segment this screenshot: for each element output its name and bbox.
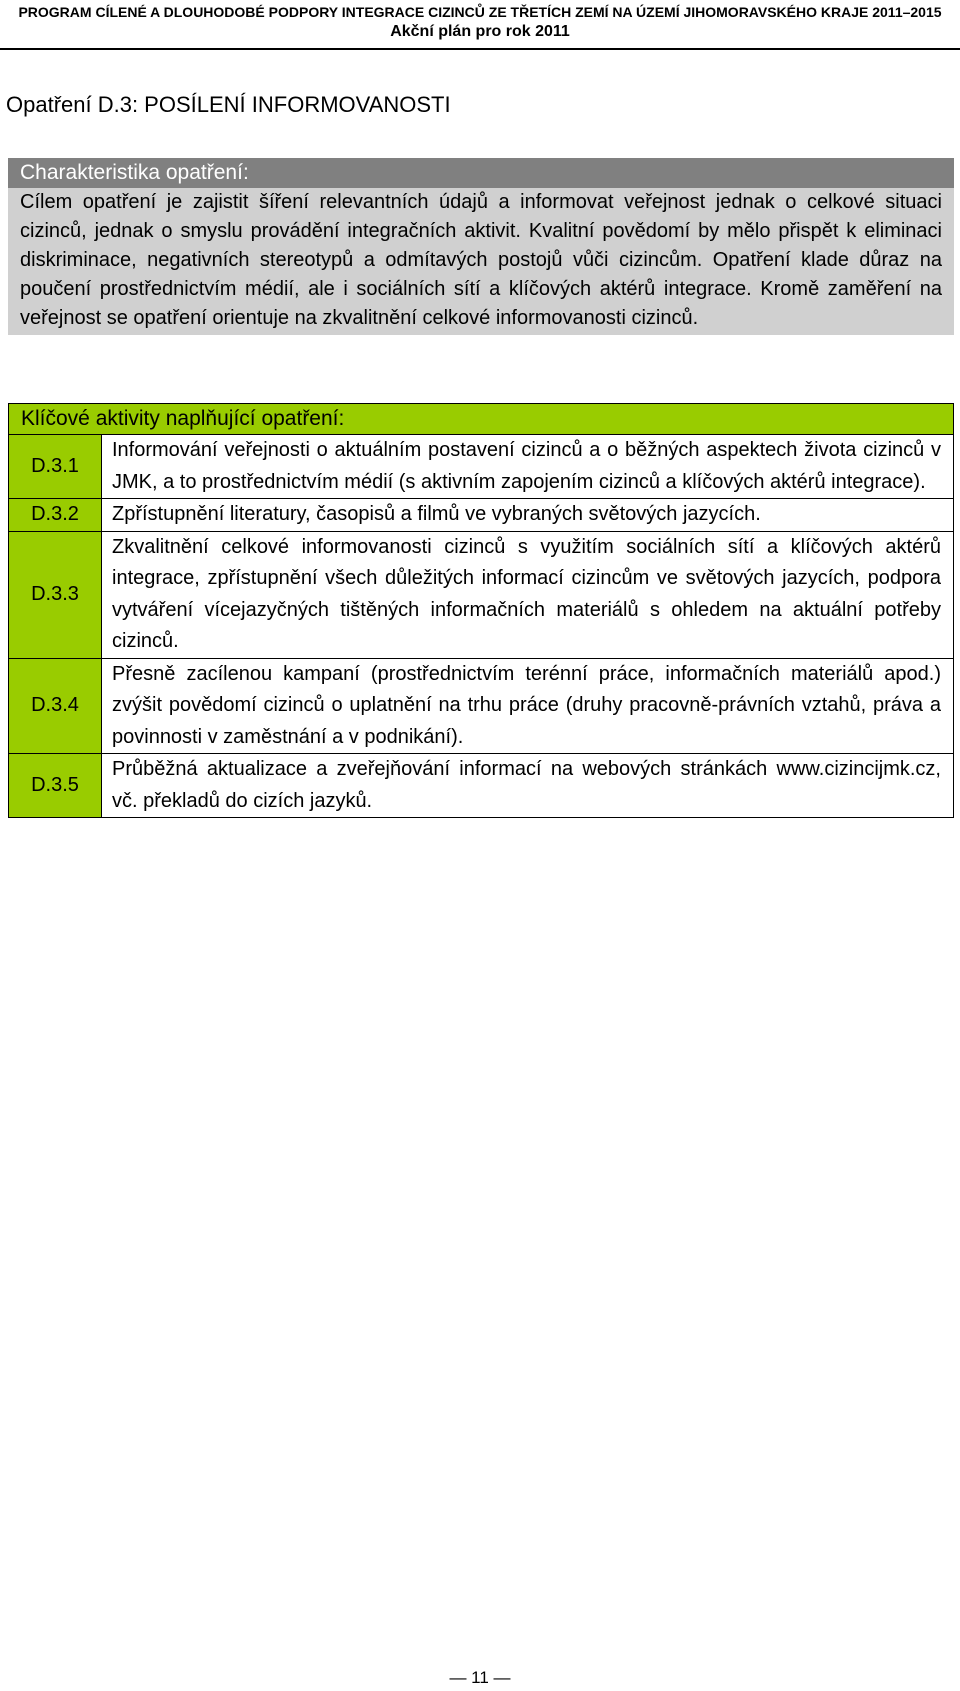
activity-code: D.3.5 — [9, 754, 102, 818]
header-divider — [0, 48, 960, 50]
table-row — [9, 499, 954, 532]
characteristics-text: Cílem opatření je zajistit šíření relevantních údajů a informovat veřejnost jednak o celkové situaci cizinců, jednak o smyslu provádění integračních aktivit. Kvalitní povědomí by mělo přispět k eliminaci diskriminace, negativních stereotypů a odmítavých postojů vůči cizincům. Opatření klade důraz na poučení prostřednictvím médií, ale i sociálních sítí a klíčových aktérů integrace. Kromě zaměření na veřejnost se opatření orientuje na zkvalitnění celkové informovanosti cizinců. — [8, 188, 954, 335]
program-title: PROGRAM CÍLENÉ A DLOUHODOBÉ PODPORY INTEGRACE CIZINCŮ ZE TŘETÍCH ZEMÍ NA ÚZEMÍ JIHOMORAVSKÉHO KRAJE 2011–2015 — [18, 4, 942, 20]
characteristics-heading: Charakteristika opatření: — [8, 158, 954, 188]
activity-description: Průběžná aktualizace a zveřejňování informací na webových stránkách www.cizincijmk.cz, vč. překladů do cizích jazyků. — [102, 754, 954, 818]
table-row — [9, 531, 954, 658]
action-plan-title: Akční plán pro rok 2011 — [390, 23, 570, 40]
key-activities-table — [8, 403, 954, 818]
measure-title: Opatření D.3: POSÍLENÍ INFORMOVANOSTI — [6, 92, 451, 117]
activity-code: D.3.4 — [9, 658, 102, 754]
table-row — [9, 754, 954, 818]
activity-description: Zpřístupnění literatury, časopisů a filmů ve vybraných světových jazycích. — [102, 499, 954, 532]
page-number: — 11 — — [449, 1668, 511, 1687]
activity-code: D.3.2 — [9, 499, 102, 532]
table-row — [9, 435, 954, 499]
activity-code: D.3.3 — [9, 531, 102, 658]
activity-description: Zkvalitnění celkové informovanosti cizinců s využitím sociálních sítí a klíčových aktérů integrace, zpřístupnění všech důležitých informací cizincům ve světových jazycích, podpora vytváření vícejazyčných tištěných informačních materiálů s ohledem na aktuální potřeby cizinců. — [102, 531, 954, 658]
activity-code: D.3.1 — [9, 435, 102, 499]
activity-description: Přesně zacílenou kampaní (prostřednictvím terénní práce, informačních materiálů apod.) zvýšit povědomí cizinců o uplatnění na trhu práce (druhy pracovně-právních vztahů, práva a povinnosti v zaměstnání a v podnikání). — [102, 658, 954, 754]
activity-description: Informování veřejnosti o aktuálním postavení cizinců a o běžných aspektech života cizinců v JMK, a to prostřednictvím médií (s aktivním zapojením cizinců a klíčových aktérů integrace). — [102, 435, 954, 499]
key-activities-heading: Klíčové aktivity naplňující opatření: — [9, 404, 954, 435]
table-row — [9, 658, 954, 754]
characteristics-box — [8, 158, 954, 335]
running-header — [0, 0, 960, 42]
key-activities-header-row — [9, 404, 954, 435]
